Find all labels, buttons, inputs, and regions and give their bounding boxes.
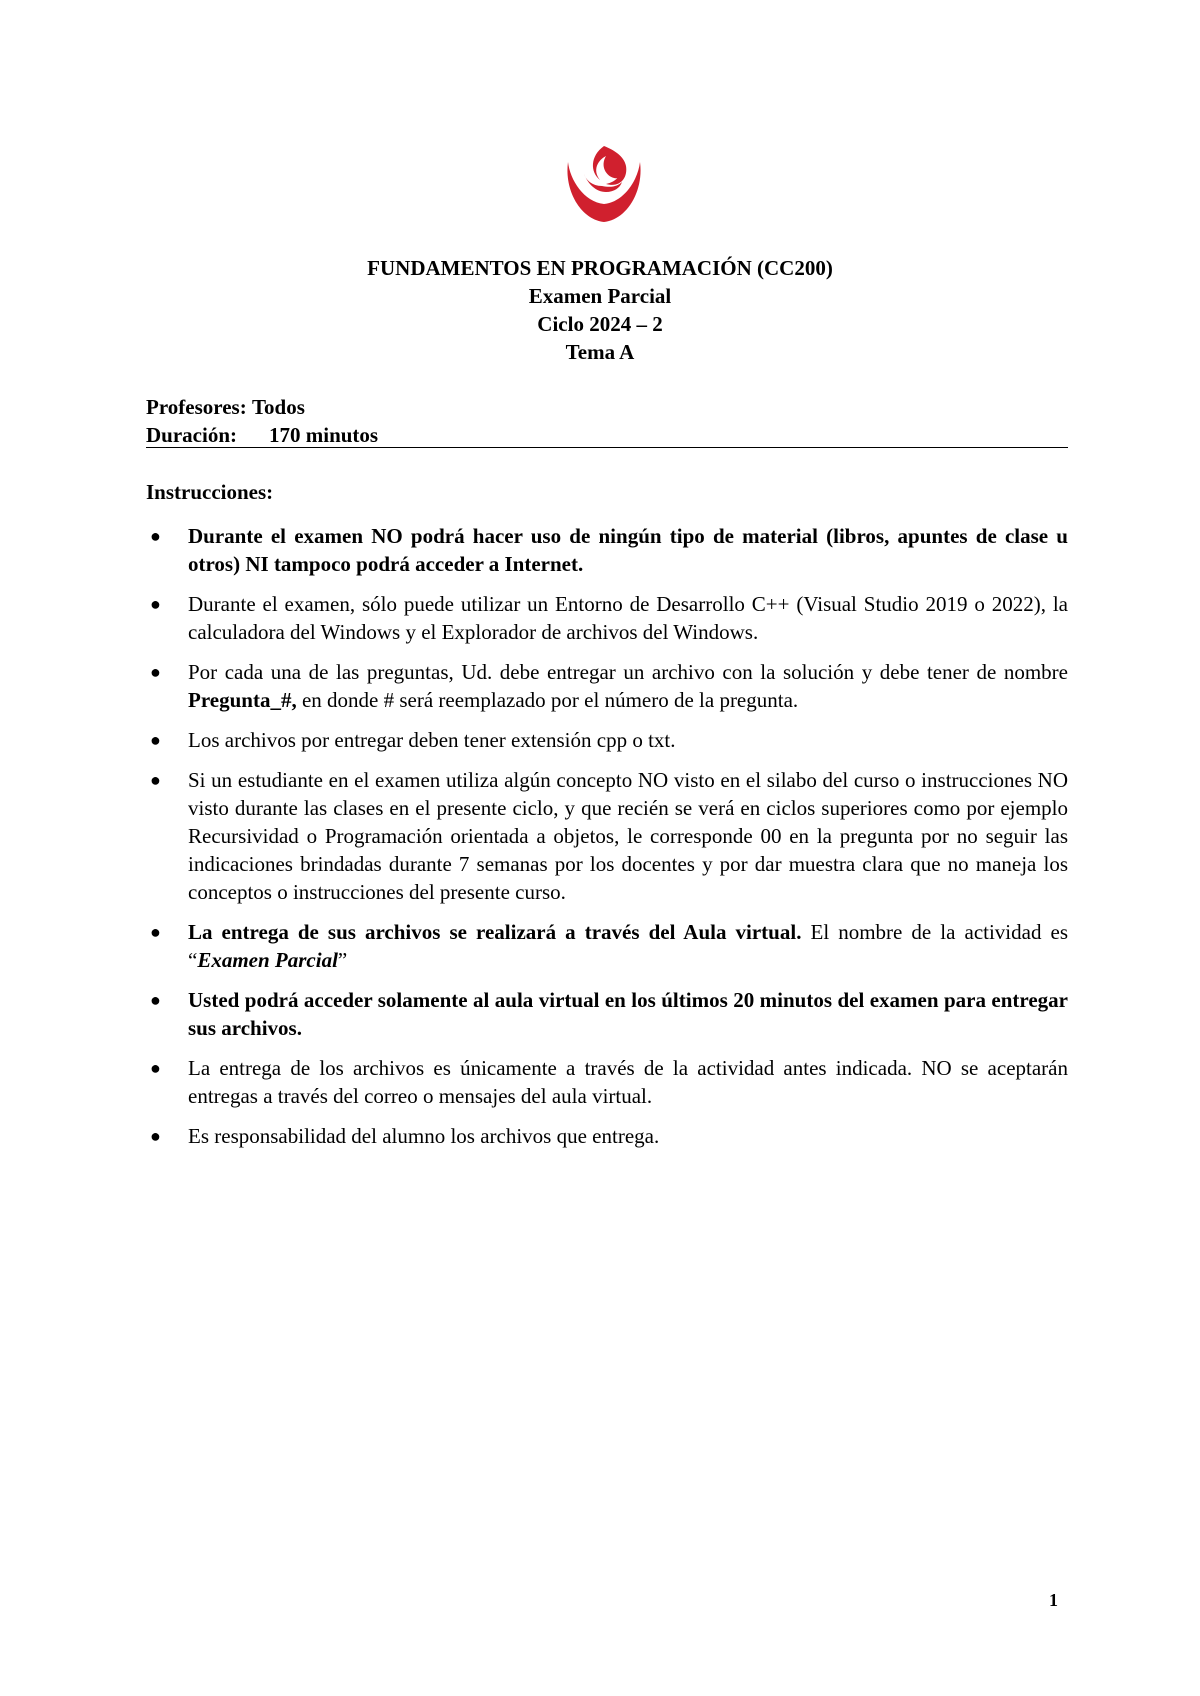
list-item: ● Si un estudiante en el examen utiliza algún concepto NO visto en el silabo del curso o instrucciones NO visto durante las clases en el presente ciclo, y que recién se verá en ciclos superiores como por ejemplo Recursividad o Programación orientada a objetos, le corresponde 00 en la pregunta por no seguir las indicaciones brindadas durante 7 semanas por los docentes y por dar muestra clara que no maneja los conceptos o instrucciones del presente curso. xyxy=(150,768,1068,904)
list-item: ● Por cada una de las preguntas, Ud. debe entregar un archivo con la solución y debe tener de nombre Pregunta_#, en donde # será reemplazado por el número de la pregunta. xyxy=(150,660,1068,712)
bullet-dot-icon: ● xyxy=(150,922,161,942)
exam-type: Examen Parcial xyxy=(528,284,672,308)
bullet-dot-icon: ● xyxy=(150,594,161,614)
duration-row xyxy=(146,421,1068,449)
exam-meta xyxy=(146,393,1068,449)
page-number: 1 xyxy=(1049,1590,1058,1610)
list-item: ● Es responsabilidad del alumno los archivos que entrega. xyxy=(150,1124,660,1148)
professors-label: Profesores: xyxy=(146,395,247,419)
university-logo-icon xyxy=(562,140,646,226)
list-item: ● La entrega de los archivos es únicamente a través de la actividad antes indicada. NO se aceptarán entregas a través del correo o mensajes del aula virtual. xyxy=(150,1056,1068,1108)
exam-cycle: Ciclo 2024 – 2 xyxy=(537,312,663,336)
professors-value: Todos xyxy=(251,395,305,419)
instructions-list xyxy=(146,522,1068,1162)
course-title: FUNDAMENTOS EN PROGRAMACIÓN (CC200) xyxy=(367,256,833,280)
bullet-dot-icon: ● xyxy=(150,1058,161,1078)
bullet-dot-icon: ● xyxy=(150,662,161,682)
header-divider xyxy=(146,447,1068,448)
bullet-dot-icon: ● xyxy=(150,770,161,790)
exam-header xyxy=(0,254,1200,366)
bullet-dot-icon: ● xyxy=(150,1126,161,1146)
exam-topic: Tema A xyxy=(565,340,635,364)
list-item: ● Usted podrá acceder solamente al aula virtual en los últimos 20 minutos del examen para entregar sus archivos. xyxy=(150,988,1068,1040)
list-item: ● Durante el examen NO podrá hacer uso de ningún tipo de material (libros, apuntes de clase u otros) NI tampoco podrá acceder a Internet. xyxy=(150,524,1068,576)
instructions-title: Instrucciones: xyxy=(146,480,274,504)
bullet-dot-icon: ● xyxy=(150,526,161,546)
list-item: ● La entrega de sus archivos se realizará a través del Aula virtual. El nombre de la actividad es “Examen Parcial” xyxy=(150,920,1069,972)
duration-value: 170 minutos xyxy=(269,423,379,447)
list-item: ● Durante el examen, sólo puede utilizar un Entorno de Desarrollo C++ (Visual Studio 2019 o 2022), la calculadora del Windows y el Explorador de archivos del Windows. xyxy=(150,592,1068,644)
list-item: ● Los archivos por entregar deben tener extensión cpp o txt. xyxy=(150,728,676,752)
bullet-dot-icon: ● xyxy=(150,730,161,750)
professors-row xyxy=(146,393,1068,421)
duration-label: Duración: xyxy=(146,423,237,447)
bullet-dot-icon: ● xyxy=(150,990,161,1010)
